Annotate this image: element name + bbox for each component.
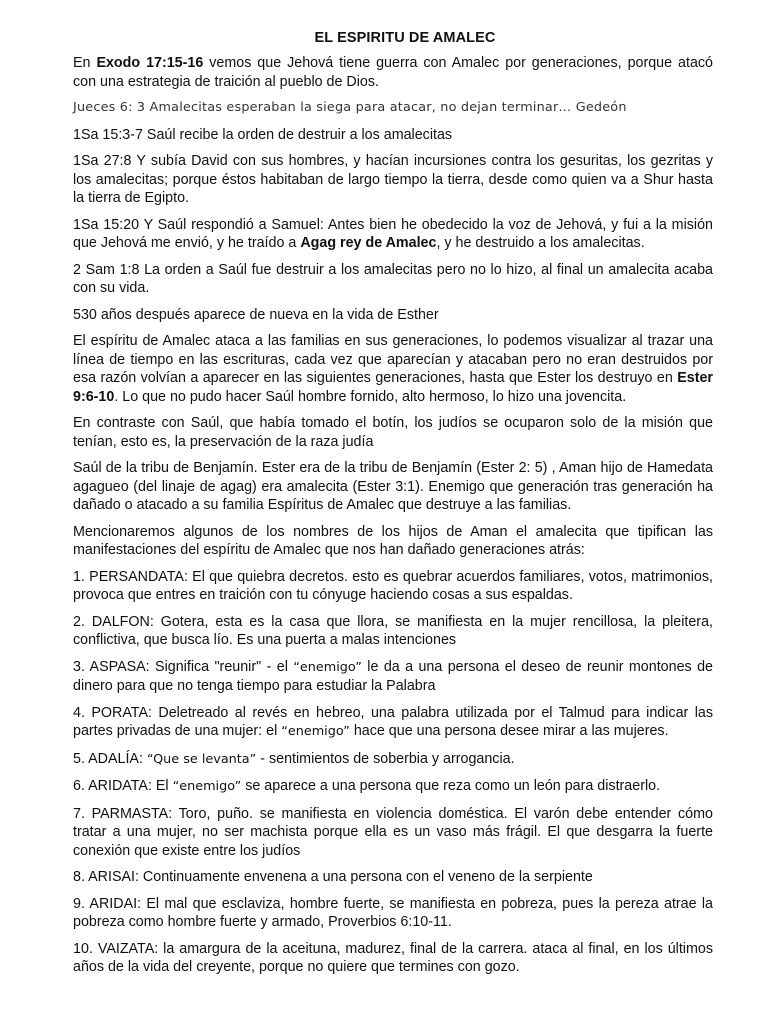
paragraph-espiritu: El espíritu de Amalec ataca a las familias en sus generaciones, lo podemos visualizar al trazar una línea de tiempo en las escrituras, cada vez que aparecían y atacaban pero no eran destruidos por esa razón volvían a aparecer en las siguientes generaciones, hasta que Ester los destruyo en Ester 9:6-10. Lo que no pudo hacer Saúl hombre fornido, alto hermoso, lo hizo una jovencita. xyxy=(73,333,713,405)
paragraph-530-anos: 530 años después aparece de nueva en la vida de Esther xyxy=(73,306,439,323)
list-item: 9. ARIDAI: El mal que esclaviza, hombre fuerte, se manifiesta en pobreza, pues la pereza atrae la pobreza como hombre fuerte y armado, Proverbios 6:10-11. xyxy=(73,895,713,930)
paragraph-jueces: Jueces 6: 3 Amalecitas esperaban la siega para atacar, no dejan terminar… Gedeón xyxy=(73,100,627,115)
paragraph-1sa-15-3: 1Sa 15:3-7 Saúl recibe la orden de destruir a los amalecitas xyxy=(73,126,453,143)
list-item: 7. PARMASTA: Toro, puño. se manifiesta en violencia doméstica. El varón debe entender cómo tratar a una mujer, no ser machista porque ella es un vaso más frágil. El que desgarra la fuerte conexión que existe entre los judíos xyxy=(73,805,713,859)
list-item: 5. ADALÍA: “Que se levanta” - sentimientos de soberbia y arrogancia. xyxy=(73,750,515,767)
bold-reference: Exodo 17:15-16 xyxy=(96,55,204,71)
paragraph-contraste: En contraste con Saúl, que había tomado el botín, los judíos se ocuparon solo de la misión que tenían, esto es, la preservación de la raza judía xyxy=(73,415,713,450)
document-title: EL ESPIRITU DE AMALEC xyxy=(314,30,496,46)
paragraph-benjamin: Saúl de la tribu de Benjamín. Ester era de la tribu de Benjamín (Ester 2: 5) , Aman hijo de Hamedata agagueo (del linaje de agag) era amalecita (Ester 3:1). Enemigo que generación tras generación ha dañado o atacado a su familia Espíritus de Amalec que destruye a las familias. xyxy=(73,460,713,513)
paragraph-2sam: 2 Sam 1:8 La orden a Saúl fue destruir a los amalecitas pero no lo hizo, al final un amalecita acaba con su vida. xyxy=(73,261,713,296)
bold-ester-ref: Ester 9:6-10 xyxy=(73,370,713,405)
paragraph-exodo: En Exodo 17:15-16 vemos que Jehová tiene guerra con Amalec por generaciones, porque atacó con una estrategia de traición al pueblo de Dios. xyxy=(73,55,714,90)
list-item: 1. PERSANDATA: El que quiebra decretos. esto es quebrar acuerdos familiares, votos, matrimonios, provoca que entres en traición con tu cónyuge haciendo cosas a sus espaldas. xyxy=(73,568,713,603)
list-item: 2. DALFON: Gotera, esta es la casa que llora, se manifiesta en la mujer rencillosa, la pleitera, conflictiva, que busca lío. Es una puerta a malas intenciones xyxy=(73,613,713,648)
paragraph-mencionaremos: Mencionaremos algunos de los nombres de los hijos de Aman el amalecita que tipifican las manifestaciones del espíritu de Amalec que nos han dañado generaciones atrás: xyxy=(73,523,713,558)
list-item: 4. PORATA: Deletreado al revés en hebreo, una palabra utilizada por el Talmud para indicar las partes privadas de una mujer: el “enemigo” hace que una persona desee mirar a las mujeres. xyxy=(73,704,713,739)
list-item: 3. ASPASA: Significa "reunir" - el “enemigo” le da a una persona el deseo de reunir montones de dinero para que no tenga tiempo para estudiar la Palabra xyxy=(73,658,713,694)
list-item: 8. ARISAI: Continuamente envenena a una persona con el veneno de la serpiente xyxy=(73,869,593,885)
paragraph-1sa-15-20: 1Sa 15:20 Y Saúl respondió a Samuel: Antes bien he obedecido la voz de Jehová, y fui a la misión que Jehová me envió, y he traído a Agag rey de Amalec, y he destruido a los amalecitas. xyxy=(73,216,713,251)
list-item: 6. ARIDATA: El “enemigo” se aparece a una persona que reza como un león para distraerlo. xyxy=(73,778,661,794)
bold-agag: Agag rey de Amalec xyxy=(300,235,437,251)
paragraph-1sa-27-8: 1Sa 27:8 Y subía David con sus hombres, y hacían incursiones contra los gesuritas, los gezritas y los amalecitas; porque éstos habitaban de largo tiempo la tierra, desde como quien va a Shur hasta la tierra de Egipto. xyxy=(73,153,713,206)
list-item: 10. VAIZATA: la amargura de la aceituna, madurez, final de la carrera. ataca al final, en los últimos años de la vida del creyente, porque no quiere que termines con gozo. xyxy=(73,940,713,975)
